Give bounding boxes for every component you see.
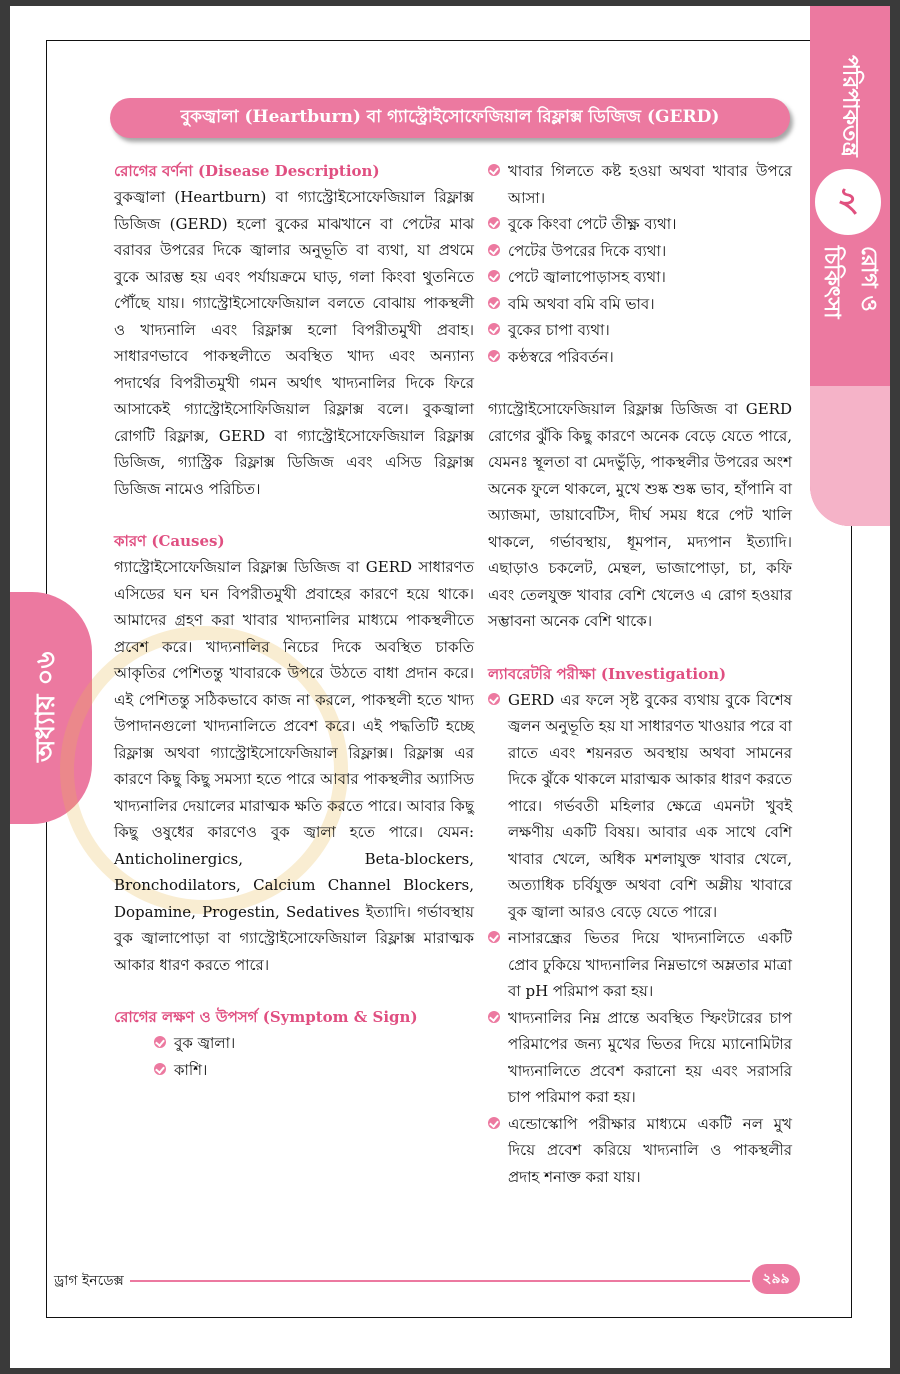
list-item: বুক জ্বালা। bbox=[154, 1030, 474, 1057]
symptom-list-left bbox=[114, 1030, 474, 1083]
check-bullet-icon bbox=[488, 931, 500, 943]
footer-book-name: ড্রাগ ইনডেক্স bbox=[54, 1273, 124, 1289]
chapter-number-badge: ২ bbox=[812, 166, 884, 238]
chapter-index-tab bbox=[10, 592, 92, 824]
symptom-list-right bbox=[488, 158, 792, 370]
check-bullet-icon bbox=[488, 1011, 500, 1023]
left-column bbox=[114, 158, 474, 1083]
check-bullet-icon bbox=[488, 323, 500, 335]
list-item: GERD এর ফলে সৃষ্ট বুকের ব্যথায় বুকে বিশেষ জ্বলন অনুভূতি হয় যা সাধারণত খাওয়ার পরে বা রাতে এবং শয়নরত অবস্থায় অথবা সামনের দিকে ঝুঁকে থাকলে মারাত্মক আকার ধারণ করতে পারে। গর্ভবতী মহিলার ক্ষেত্রে এমনটা খুবই লক্ষণীয় একটি বিষয়। আবার এক সাথে বেশি খাবার খেলে, অধিক মশলাযুক্ত খাবার খেলে, অত্যাধিক চর্বিযুক্ত অথবা বেশি অম্লীয় খাবারে বুক জ্বালা আরও বেড়ে যেতে পারে। bbox=[488, 687, 792, 926]
chapter-side-tab bbox=[810, 6, 890, 526]
section-label: রোগ ও চিকিৎসা bbox=[819, 246, 881, 319]
risk-factors-text: গ্যাস্ট্রোইসোফেজিয়াল রিফ্লাক্স ডিজিজ বা GERD রোগের ঝুঁকি কিছু কারণে অনেক বেড়ে যেতে পারে, যেমনঃ স্থূলতা বা মেদভুঁড়ি, পাকস্থলীর উপরের অংশ অনেক ফুলে থাকলে, মুখে শুষ্ক শুষ্ক ভাব, হাঁপানি বা অ্যাজমা, ডায়াবেটিস, দীর্ঘ সময় ধরে পেট খালি থাকলে, গর্ভাবস্থায়, ধূমপান, মদ্যপান ইত্যাদি। এছাড়াও চকলেট, মেন্থল, ভাজাপোড়া, চা, কফি এবং তেলযুক্ত খাবার বেশি খেলেও এ রোগ হওয়ার সম্ভাবনা অনেক বেশি থাকে। bbox=[488, 400, 792, 630]
page-number: ২৯৯ bbox=[752, 1264, 800, 1294]
footer-divider bbox=[130, 1280, 750, 1282]
investigation-list bbox=[488, 687, 792, 1191]
check-bullet-icon bbox=[488, 350, 500, 362]
symptoms-heading: রোগের লক্ষণ ও উপসর্গ (Symptom & Sign) bbox=[114, 1008, 418, 1026]
check-bullet-icon bbox=[488, 164, 500, 176]
check-bullet-icon bbox=[154, 1063, 166, 1075]
list-item: বুকে কিংবা পেটে তীক্ষ্ণ ব্যথা। bbox=[488, 211, 792, 238]
side-tab-lower bbox=[810, 386, 890, 526]
causes-text: গ্যাস্ট্রোইসোফেজিয়াল রিফ্লাক্স ডিজিজ বা GERD সাধারণত এসিডের ঘন ঘন বিপরীতমুখী প্রবাহের কারণে হয়ে থাকে। আমাদের গ্রহণ করা খাবার খাদ্যনালির মাধ্যমে পাকস্থলীতে প্রবেশ করে। খাদ্যনালির নিচের দিকে অবস্থিত চাকতি আকৃতির পেশিতন্তু খাবারকে উপরে উঠতে বাধা প্রদান করে। এই পেশিতন্তু সঠিকভাবে কাজ না করলে, পাকস্থলী হতে খাদ্য উপাদানগুলো খাদ্যনালিতে প্রবেশ করে। এই পদ্ধতিটি হচ্ছে রিফ্লাক্স অথবা গ্যাস্ট্রোইসোফেজিয়াল রিফ্লাক্স। রিফ্লাক্স এর কারণে কিছু কিছু সমস্যা হতে পারে আবার পাকস্থলীর অ্যাসিড খাদ্যনালির দেয়ালের মারাত্মক ক্ষতি করতে পারে। আবার কিছু কিছু ওষুধের কারণেও বুক জ্বালা হতে পারে। যেমন: Anticholinergics, Beta-blockers, Bronchodilators, Calcium Channel Blockers, Dopamine, Progestin, Sedatives ইত্যাদি। গর্ভাবস্থায় বুক জ্বালাপোড়া বা গ্যাস্ট্রোইসোফেজিয়াল রিফ্লাক্স মারাত্মক আকার ধারণ করতে পারে। bbox=[114, 558, 474, 974]
chapter-label: পরিপাকতন্ত্র bbox=[837, 55, 863, 157]
check-bullet-icon bbox=[488, 1117, 500, 1129]
list-item: খাদ্যনালির নিম্ন প্রান্তে অবস্থিত স্ফিংটারের চাপ পরিমাপের জন্য মুখের ভিতর দিয়ে ম্যানোমিটার খাদ্যনালিতে প্রবেশ করানো হয় এবং সরাসরি চাপ পরিমাপ করা হয়। bbox=[488, 1005, 792, 1111]
page-title: বুকজ্বালা (Heartburn) বা গ্যাস্ট্রোইসোফেজিয়াল রিফ্লাক্স ডিজিজ (GERD) bbox=[110, 98, 790, 138]
description-text: বুকজ্বালা (Heartburn) বা গ্যাস্ট্রোইসোফেজিয়াল রিফ্লাক্স ডিজিজ (GERD) হলো বুকের মাঝখানে বা পেটের মাঝ বরাবর উপরের দিকে জ্বালার অনুভূতি বা ব্যথা, যা প্রথমে বুকে আরম্ভ হয় এবং পর্যায়ক্রমে ঘাড়, গলা কিংবা থুতনিতে পৌঁছে যায়। গ্যাস্ট্রোইসোফেজিয়াল বলতে বোঝায় পাকস্থলী ও খাদ্যনালি এবং রিফ্লাক্স হলো বিপরীতমুখী প্রবাহ। সাধারণভাবে পাকস্থলীতে অবস্থিত খাদ্য এবং অন্যান্য পদার্থের বিপরীতমুখী গমন অর্থাৎ খাদ্যনালির দিকে ফিরে আসাকেই গ্যাস্ট্রোইসোফিজিয়াল রিফ্লাক্স বলে। বুকজ্বালা রোগটি রিফ্লাক্স, GERD বা গ্যাস্ট্রোইসোফেজিয়াল রিফ্লাক্স ডিজিজ, গ্যাস্ট্রিক রিফ্লাক্স ডিজিজ এবং এসিড রিফ্লাক্স ডিজিজ নামেও পরিচিত। bbox=[114, 188, 474, 498]
check-bullet-icon bbox=[488, 217, 500, 229]
list-item: বমি অথবা বমি বমি ভাব। bbox=[488, 291, 792, 318]
check-bullet-icon bbox=[154, 1036, 166, 1048]
check-bullet-icon bbox=[488, 244, 500, 256]
list-item: নাসারন্ধ্রের ভিতর দিয়ে খাদ্যনালিতে একটি প্রোব ঢুকিয়ে খাদ্যনালির নিম্নভাগে অম্লতার মাত্রা বা pH পরিমাপ করা হয়। bbox=[488, 925, 792, 1005]
list-item: খাবার গিলতে কষ্ট হওয়া অথবা খাবার উপরে আসা। bbox=[488, 158, 792, 211]
chapter-index-label: অধ্যায় ০৬ bbox=[31, 651, 61, 763]
list-item: এন্ডোস্কোপি পরীক্ষার মাধ্যমে একটি নল মুখ দিয়ে প্রবেশ করিয়ে খাদ্যনালি ও পাকস্থলীর প্রদাহ শনাক্ত করা যায়। bbox=[488, 1111, 792, 1191]
list-item: কণ্ঠস্বরে পরিবর্তন। bbox=[488, 344, 792, 371]
page bbox=[10, 6, 890, 1368]
investigation-heading: ল্যাবরেটরি পরীক্ষা (Investigation) bbox=[488, 664, 727, 683]
check-bullet-icon bbox=[488, 270, 500, 282]
right-column bbox=[488, 158, 792, 1190]
causes-heading: কারণ (Causes) bbox=[114, 532, 225, 550]
check-bullet-icon bbox=[488, 693, 500, 705]
description-heading: রোগের বর্ণনা (Disease Description) bbox=[114, 162, 380, 180]
check-bullet-icon bbox=[488, 297, 500, 309]
list-item: বুকের চাপা ব্যথা। bbox=[488, 317, 792, 344]
list-item: পেটে জ্বালাপোড়াসহ ব্যথা। bbox=[488, 264, 792, 291]
list-item: পেটের উপরের দিকে ব্যথা। bbox=[488, 238, 792, 265]
list-item: কাশি। bbox=[154, 1057, 474, 1084]
